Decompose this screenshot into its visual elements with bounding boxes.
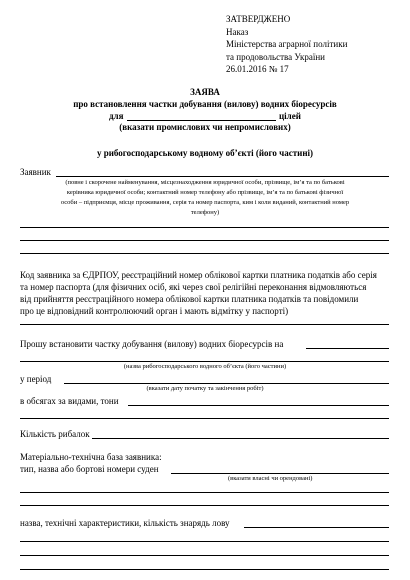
edrpou-line-4: про це відповідний контролюючий орган і мають відмітку у паспорті) (20, 306, 289, 316)
title-for-suffix: цілей (279, 111, 301, 121)
edrpou-field-line (20, 324, 389, 325)
fishers-label: Кількість рибалок (20, 429, 90, 439)
applicant-hint-4: телефону) (190, 209, 220, 216)
title-for-prefix: для (109, 111, 124, 121)
period-label: у період (20, 374, 52, 384)
period-field-line (64, 383, 389, 384)
document-title: ЗАЯВА (190, 87, 220, 97)
title-location: у рибогосподарському водному об’єкті (його частині) (96, 148, 314, 158)
blank-line (20, 240, 389, 241)
blank-line (20, 541, 389, 542)
applicant-hint-1: (повне і скорочене найменування, місцезнаходження юридичної особи, прізвище, ім’я та по батькові (65, 179, 345, 186)
fishers-field-line (92, 438, 389, 439)
approval-line2: Міністерства аграрної політики (226, 39, 348, 49)
vessels-label: тип, назва або бортові номери суден (20, 464, 159, 474)
gear-field-line (244, 527, 389, 528)
request-text: Прошу встановити частку добування (вилову) водних біоресурсів на (20, 339, 284, 349)
period-hint: (вказати дату початку та закінчення робіт) (146, 385, 264, 392)
blank-line (20, 505, 389, 506)
edrpou-line-2: та номер паспорта (для фізичних осіб, які через свої релігійні переконання відмовляються (20, 282, 367, 292)
blank-line (20, 569, 389, 570)
applicant-hint-3: особи – підприємця, місце проживання, серія та номер паспорта, ким і коли виданий, контактний номер (60, 199, 350, 206)
applicant-label: Заявник (20, 167, 51, 177)
owned-hint: (вказати власні чи орендовані) (228, 475, 313, 482)
blank-line (20, 492, 389, 493)
volumes-field-line-2 (20, 418, 389, 419)
gear-label: назва, технічні характеристики, кількість знарядь лову (20, 518, 230, 528)
edrpou-line-3: від прийняття реєстраційного номера облікової картки платника податків та повідомили (20, 294, 359, 304)
applicant-hint-2: керівника юридичної особи; контактний номер телефону або прізвище, ім’я та по батькові фізичної (66, 189, 344, 196)
approval-line4: 26.01.2016 № 17 (226, 64, 289, 74)
volumes-label: в обсягах за видами, тони (20, 396, 119, 406)
equipment-heading: Матеріально-технічна база заявника: (20, 452, 162, 462)
vessels-field-line (171, 473, 389, 474)
object-field-line-1 (306, 348, 389, 349)
volumes-field-line-1 (128, 405, 389, 406)
blank-line (20, 555, 389, 556)
blank-line (20, 227, 389, 228)
applicant-field-line (56, 176, 389, 177)
edrpou-line-1: Код заявника за ЄДРПОУ, реєстраційний номер облікової картки платника податків або серія (20, 270, 377, 280)
purpose-hint: (вказати промислових чи непромислових) (119, 122, 291, 132)
object-field-line-2 (20, 361, 389, 362)
purpose-field-line (127, 120, 276, 121)
approval-heading: ЗАТВЕРДЖЕНО (226, 14, 291, 24)
approval-line3: та продовольства України (226, 52, 325, 62)
approval-line1: Наказ (226, 27, 249, 37)
object-hint: (назва рибогосподарського водного об’єкта (його частини) (123, 363, 287, 370)
blank-line (20, 253, 389, 254)
title-subtitle: про встановлення частки добування (вилову) водних біоресурсів (73, 99, 337, 109)
